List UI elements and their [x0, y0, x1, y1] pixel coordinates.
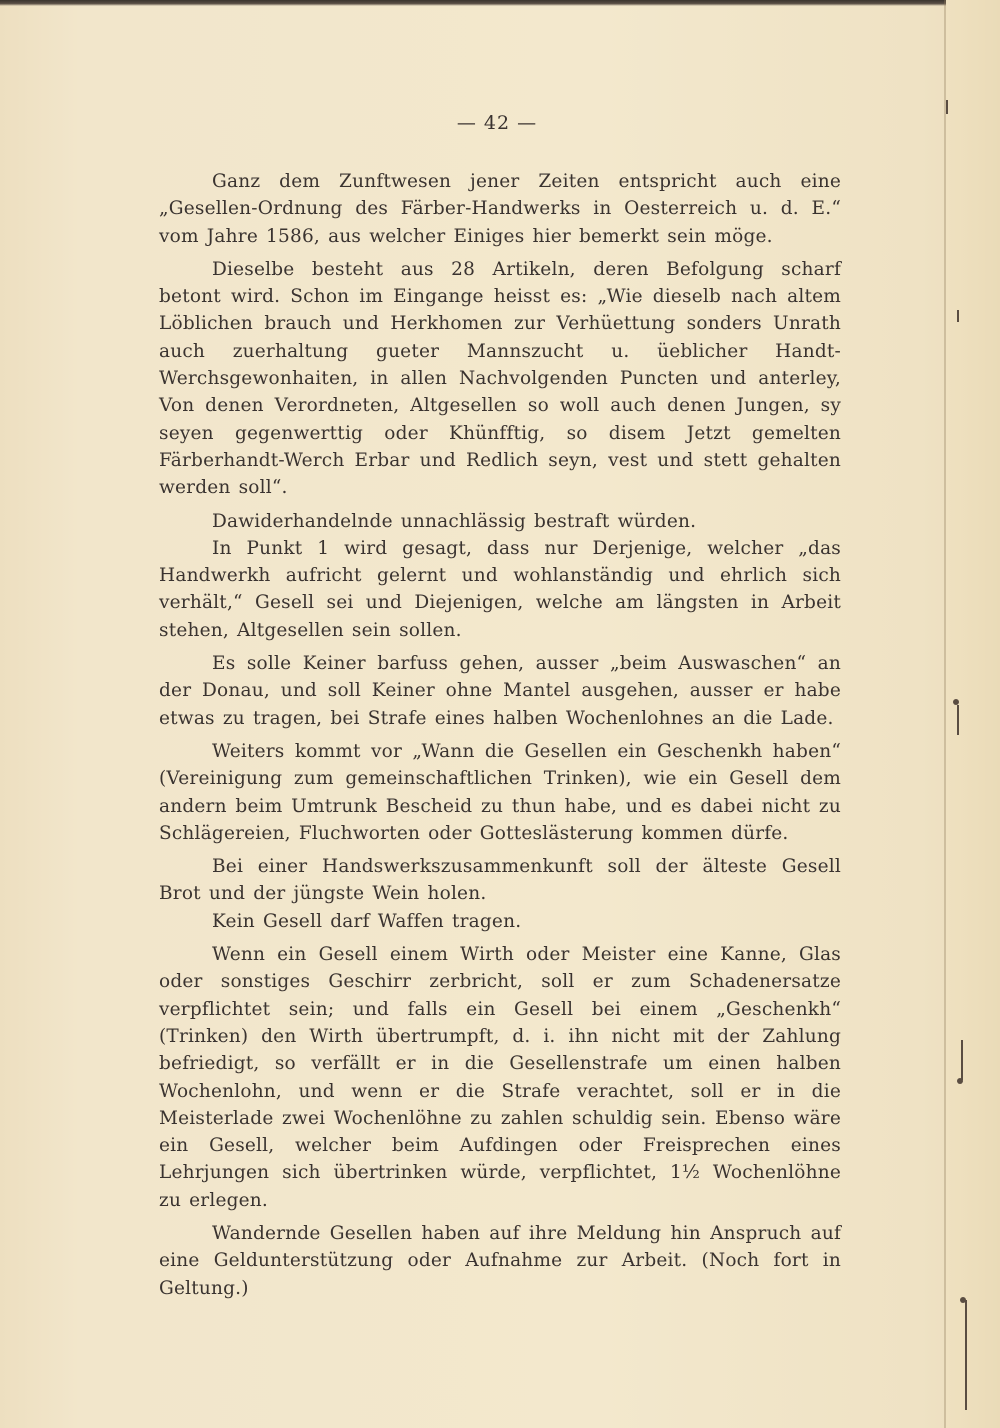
paragraph: Weiters kommt vor „Wann die Gesellen ein Geschenkh haben“ (Vereinigung zum gemeinschaftlichen Trinken), wie ein Gesell dem andern beim Umtrunk Bescheid zu thun habe, und es dabei nicht zu Schlägereien, Fluchworten oder Gotteslästerung kommen dürfe. [159, 740, 841, 844]
paragraph: Ganz dem Zunftwesen jener Zeiten entspricht auch eine „Gesellen-Ordnung des Färber-Handwerks in Oesterreich u. d. E.“ vom Jahre 1586, aus welcher Einiges hier bemerkt sein möge. [159, 171, 841, 247]
edge-mark [957, 310, 959, 322]
paragraph: Dieselbe besteht aus 28 Artikeln, deren Befolgung scharf betont wird. Schon im Eingange heisst es: „Wie dieselb nach altem Löblichen brauch und Herkhomen zur Verhüettung sonders Unrath auch zuerhaltung gueter Mannszucht u. üeblicher Handt-Werchsgewonhaiten, in allen Nachvolgenden Puncten und anterley, Von denen Verordneten, Altgesellen so woll auch denen Jungen, sy seyen gegenwerttig oder Khünfftig, so disem Jetzt gemelten Färberhandt-Werch Erbar und Redlich seyn, vest und stett gehalten werden soll“. [159, 258, 841, 499]
paragraph: Wenn ein Gesell einem Wirth oder Meister eine Kanne, Glas oder sonstiges Geschirr zerbricht, soll er zum Schadenersatze verpflichtet sein; und falls ein Gesell bei einem „Geschenkh“ (Trinken) den Wirth übertrumpft, d. i. ihn nicht mit der Zahlung befriedigt, so verfällt er in die Gesellenstrafe um einen halben Wochenlohn, und wenn er die Strafe verachtet, soll er in die Meisterlade zwei Wochenlöhne zu zahlen schuldig sein. Ebenso wäre ein Gesell, welcher beim Aufdingen oder Freisprechen eines Lehrjungen sich übertrinken würde, verpflichtet, 1½ Wochenlöhne zu erlegen. [159, 944, 841, 1211]
page-number [0, 112, 1000, 134]
right-page-margin [946, 0, 1000, 1428]
paragraph: Dawiderhandelnde unnachlässig bestraft würden. [212, 510, 697, 532]
top-edge-shadow [0, 0, 1000, 6]
edge-mark [965, 1300, 967, 1410]
page-fold-line [944, 0, 946, 1428]
paragraph: Kein Gesell darf Waffen tragen. [212, 910, 522, 932]
paragraph: Wandernde Gesellen haben auf ihre Meldung hin Anspruch auf eine Geldunterstützung oder Aufnahme zur Arbeit. (Noch fort in Geltung.) [159, 1222, 841, 1299]
paragraph: Bei einer Handswerkszusammenkunft soll der älteste Gesell Brot und der jüngste Wein holen. [159, 856, 841, 905]
page-number-text: — 42 — [456, 112, 538, 134]
edge-mark [957, 705, 959, 735]
edge-dot [957, 1078, 963, 1084]
body-text [159, 168, 841, 1302]
paragraph: Es solle Keiner barfuss gehen, ausser „beim Auswaschen“ an der Donau, und soll Keiner ohne Mantel ausgehen, ausser er habe etwas zu tragen, bei Strafe eines halben Wochenlohnes an die Lade. [159, 653, 841, 729]
paragraph: In Punkt 1 wird gesagt, dass nur Derjenige, welcher „das Handwerkh aufricht gelernt und wohlanständig und ehrlich sich verhält,“ Gesell sei und Diejenigen, welche am längsten in Arbeit stehen, Altgesellen sein sollen. [159, 537, 841, 641]
edge-mark [961, 1040, 963, 1080]
